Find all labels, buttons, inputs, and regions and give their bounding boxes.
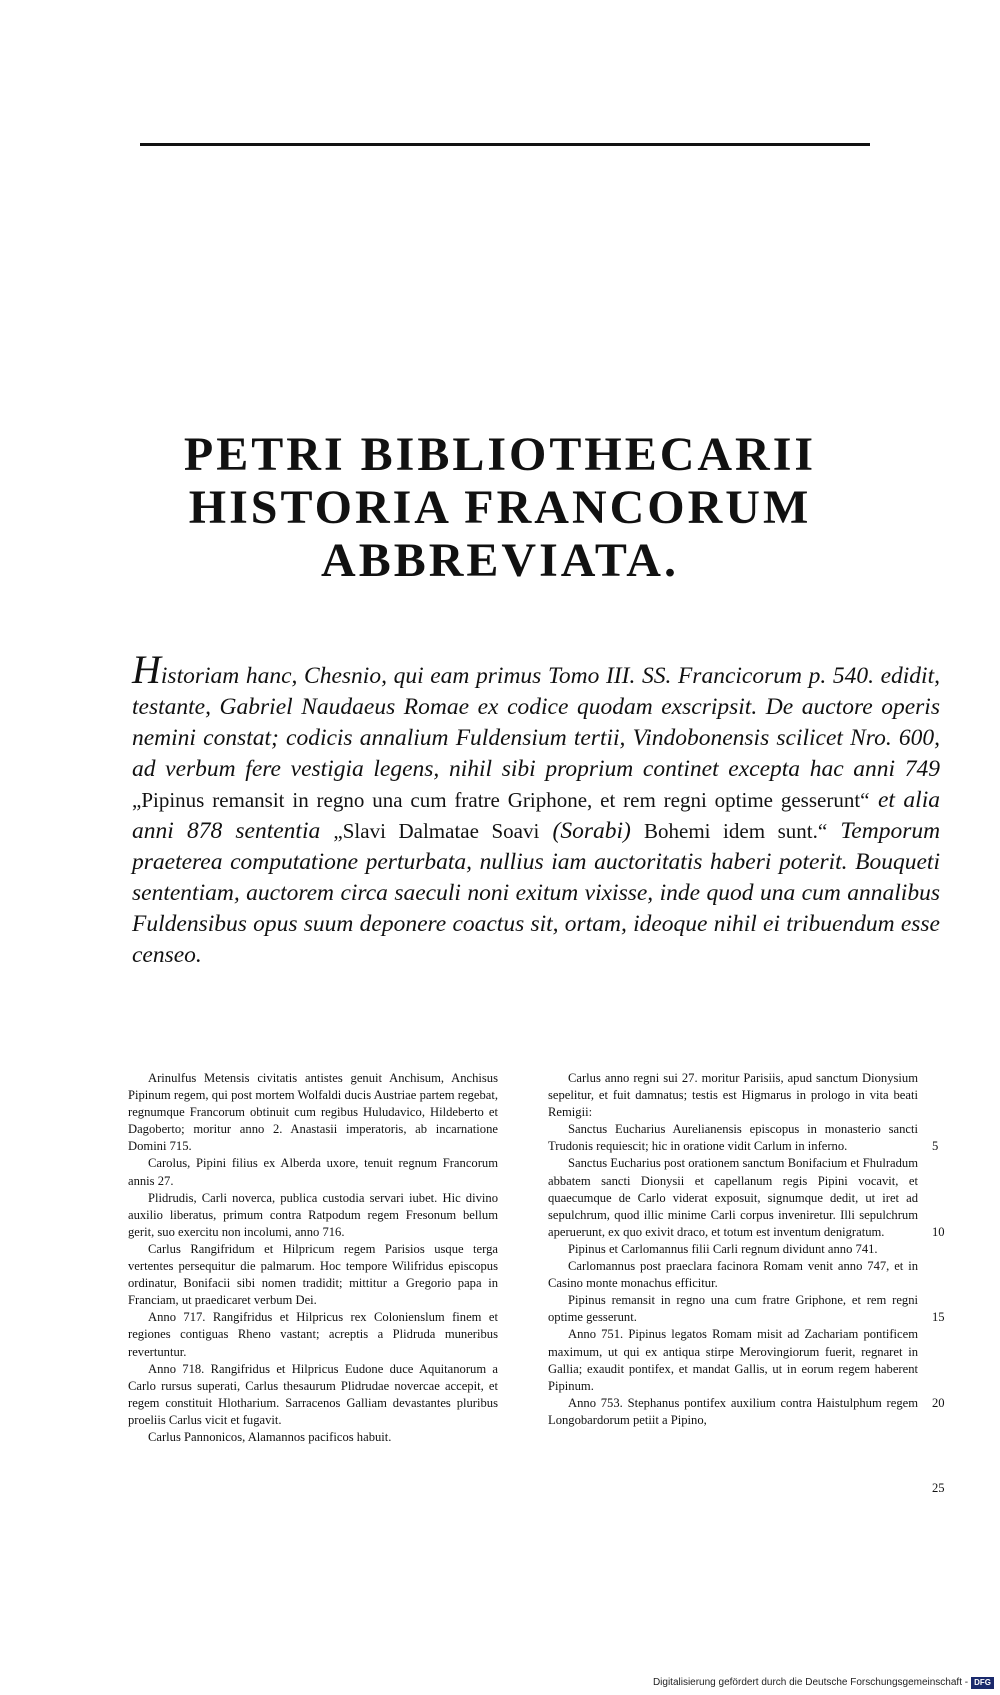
- intro-quote-1: „Pipinus remansit in regno una cum fratre Griphone, et rem regni optime gesserunt“: [132, 788, 870, 812]
- intro-quote-2a: „Slavi Dalmatae Soavi: [333, 819, 540, 843]
- intro-sentence-1: istoriam hanc, Chesnio, qui eam primus Tomo III. SS. Francicorum p. 540. edidit, testante, Gabriel Naudaeus Romae ex codice quodam exscripsit. De auctore operis nemini constat; codicis annalium Fuldensium tertii, Vindobonensis scilicet Nro. 600, ad verbum fere vestigia legens, nihil sibi proprium continet excepta hac anni 749: [132, 663, 940, 782]
- right-paragraph: Anno 753. Stephanus pontifex auxilium contra Haistulphum regem Longobardorum petiit a Pipino,: [548, 1395, 918, 1427]
- right-paragraph: Sanctus Eucharius Aurelianensis episcopus in monasterio sancti Trudonis requiescit; hic in oratione vidit Carlum in inferno.: [548, 1122, 918, 1154]
- left-paragraph: Anno 718. Rangifridus et Hilpricus Eudone duce Aquitanorum a Carlo rursus superati, Carlus thesaurum Plidrudae novercae accepit, et regem constituit Hlotharium. Sarracenos Galliam devastantes pluribus proeliis Carlus vicit et fugavit.: [128, 1361, 498, 1427]
- line-number: 5: [932, 1139, 939, 1153]
- right-paragraph: Pipinus remansit in regno una cum fratre Griphone, et rem regni optime gesserunt.: [548, 1293, 918, 1325]
- intro-quote-2b: (Sorabi): [552, 818, 631, 844]
- dfg-logo: DFG: [971, 1677, 994, 1689]
- title-line-3: ABBREVIATA.: [321, 534, 679, 587]
- left-paragraph: Plidrudis, Carli noverca, publica custodia servari iubet. Hic divino auxilio liberatus, primum contra Ratpodum regem Fresonum bellum gerit, suo exercitu non incolumi, anno 716.: [128, 1190, 498, 1239]
- line-number: 10: [932, 1225, 945, 1239]
- page-title: [100, 428, 900, 587]
- right-paragraph: Carlus anno regni sui 27. moritur Parisiis, apud sanctum Dionysium sepelitur, et fuit damnatus; testis est Higmarus in prologo in vita beati Remigii:: [548, 1071, 918, 1120]
- line-number: 20: [932, 1396, 945, 1410]
- left-paragraph: Carlus Pannonicos, Alamannos pacificos habuit.: [148, 1429, 392, 1444]
- footer-text: Digitalisierung gefördert durch die Deutsche Forschungsgemeinschaft -: [652, 1677, 969, 1688]
- digitization-footer: [653, 1677, 994, 1689]
- right-paragraph: Carlomannus post praeclara facinora Romam venit anno 747, et in Casino monte monachus efficitur.: [548, 1259, 918, 1291]
- intro-sentence-2: et alia anni 878 sententia: [132, 787, 940, 844]
- right-paragraph: Sanctus Eucharius post orationem sanctum Bonifacium et Fhulradum abbatem sancti Dionysii et capellanum regis Pipini vocavit, et quaecumque de Carlo viderat exposuit, signumque dedit, ut iret ad sepulchrum, quod illic minime Carli corpus inveniretur. Illi sepulchrum aperuerunt, ex quo exivit draco, et totum est inventum denigratum.: [548, 1156, 918, 1239]
- intro-sentence-3: Temporum praeterea computatione perturbata, nullius iam auctoritatis haberi poterit. Bouqueti sententiam, auctorem circa saeculi noni exitum vixisse, inde quod una cum annalibus Fuldensibus opus suum deponere coactus sit, ortam, ideoque nihil ei tribuendum esse censeo.: [132, 818, 941, 968]
- intro-quote-2c: Bohemi idem sunt.“: [644, 819, 828, 843]
- left-text-column: [128, 1070, 498, 1446]
- header-rule: [140, 143, 870, 146]
- right-paragraph: Anno 751. Pipinus legatos Romam misit ad Zachariam pontificem maximum, ut qui ex antiqua stirpe Merovingiorum fuerit, regnaret in Gallia; exaudit pontifex, et mandat Gallis, ut in eorum regem haberent Pipinum.: [548, 1327, 918, 1393]
- left-paragraph: Carlus Rangifridum et Hilpricum regem Parisios usque terga vertentes persequitur die palmarum. Hoc tempore Wilifridus episcopus ordinatur, Bonifacii sibi nomen tradidit; mittitur a Gregorio papa in Franciam, ut praedicaret verbum Dei.: [128, 1241, 498, 1308]
- initial-letter: H: [132, 647, 161, 692]
- left-paragraph: Arinulfus Metensis civitatis antistes genuit Anchisum, Anchisus Pipinum regem, qui post mortem Wolfaldi ducis Austriae partem regebat, regnumque Francorum obtinuit cum regibus Huludavico, Hildeberto et Dagoberto; moritur anno 2. Anastasii imperatoris, ab incarnatione Domini 715.: [128, 1071, 498, 1154]
- introduction-paragraph: [132, 647, 941, 971]
- title-line-2: HISTORIA FRANCORUM: [188, 481, 812, 534]
- left-paragraph: Carolus, Pipini filius ex Alberda uxore, tenuit regnum Francorum annis 27.: [128, 1156, 498, 1188]
- title-line-1: PETRI BIBLIOTHECARII: [183, 428, 817, 481]
- line-number: 25: [932, 1481, 945, 1495]
- right-text-column: [548, 1070, 918, 1429]
- line-number: 15: [932, 1310, 945, 1324]
- right-paragraph: Pipinus et Carlomannus filii Carli regnum dividunt anno 741.: [568, 1241, 878, 1256]
- left-paragraph: Anno 717. Rangifridus et Hilpricus rex Colonienslum finem et regiones contiguas Rheno vastant; acreptis a Plidruda muneribus revertuntur.: [128, 1310, 498, 1359]
